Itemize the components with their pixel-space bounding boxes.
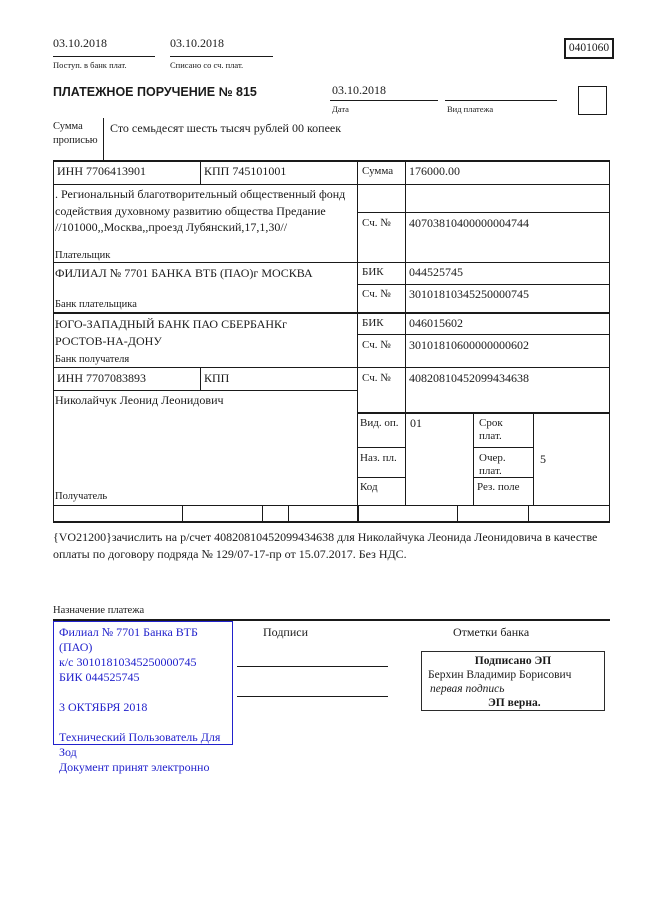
payee-bank-bik-label: БИК <box>362 317 384 329</box>
payee-kpp-label: КПП <box>204 371 230 385</box>
payment-type-label: Вид платежа <box>447 104 494 114</box>
priority-value: 5 <box>540 452 546 466</box>
row-line <box>53 312 610 314</box>
stamp-line: Филиал № 7701 Банка ВТБ (ПАО) <box>59 625 198 654</box>
strip-divider <box>528 505 529 522</box>
row-line <box>357 334 610 335</box>
esign-stamp-box <box>421 651 605 711</box>
reserve-field-label: Рез. поле <box>477 481 520 493</box>
stamp-line <box>59 685 227 700</box>
payee-name: Николайчук Леонид Леонидович <box>55 393 224 407</box>
esign-kind: первая подпись <box>430 683 505 695</box>
row-line <box>53 262 610 263</box>
op-type-value: 01 <box>410 416 422 430</box>
strip-divider <box>288 505 289 522</box>
table-right-border <box>609 160 610 523</box>
received-date-underline <box>53 56 155 57</box>
payer-kpp: КПП 745101001 <box>204 164 287 178</box>
priority-label: Очер. плат. <box>479 452 506 477</box>
sum-value: 176000.00 <box>409 164 460 178</box>
stamp-line <box>59 715 227 730</box>
payer-name: . Региональный благотворительный общественный фонд содействия духовному развитию общества Предание //101000,,Москва,,проезд Лубянский,17,1,30// <box>55 187 346 234</box>
col-line <box>357 160 358 523</box>
payee-section-label: Получатель <box>55 491 108 502</box>
payment-type-box <box>578 86 607 115</box>
purpose-field-label: Наз. пл. <box>360 452 397 464</box>
bank-marks-label: Отметки банка <box>453 625 530 639</box>
payment-type-underline <box>445 100 557 101</box>
payee-bank-name-line2: РОСТОВ-НА-ДОНУ <box>55 334 162 348</box>
date-label: Дата <box>332 104 349 114</box>
payer-inn: ИНН 7706413901 <box>57 164 146 178</box>
strip-divider <box>457 505 458 522</box>
row-line <box>473 447 533 448</box>
strip-divider <box>358 505 359 522</box>
col-line <box>405 160 406 412</box>
payment-purpose-text: {VO21200}зачислить на р/счет 40820810452099434638 для Николайчука Леонида Леонидовича в качестве оплаты по договору подряда № 129/07-17-пр от 15.07.2017. Без НДС. <box>53 530 598 561</box>
col-line <box>200 160 201 184</box>
payee-account-label: Сч. № <box>362 372 391 384</box>
received-in-bank-label: Поступ. в банк плат. <box>53 60 127 70</box>
payee-bank-account-label: Сч. № <box>362 339 391 351</box>
stamp-line: Технический Пользователь Для Зод <box>59 730 221 759</box>
payer-bank-section-label: Банк плательщика <box>55 299 137 310</box>
strip-divider <box>262 505 263 522</box>
debited-date: 03.10.2018 <box>170 36 224 50</box>
payer-section-label: Плательщик <box>55 250 111 261</box>
row-line <box>53 184 610 185</box>
esign-valid-note: ЭП верна. <box>488 697 541 709</box>
col-line <box>200 367 201 390</box>
bank-electronic-stamp <box>53 621 233 774</box>
row-line <box>53 390 357 391</box>
table-top-border <box>53 160 610 162</box>
table-left-border <box>53 160 54 523</box>
document-title: ПЛАТЕЖНОЕ ПОРУЧЕНИЕ № 815 <box>53 85 257 99</box>
stamp-line: к/с 30101810345250000745 <box>59 655 197 669</box>
row-line <box>357 412 610 414</box>
row-line <box>357 447 405 448</box>
esign-title: Подписано ЭП <box>474 655 552 667</box>
payer-bank-bik-label: БИК <box>362 266 384 278</box>
col-line <box>533 412 534 505</box>
payee-inn: ИНН 7707083893 <box>57 371 146 385</box>
payment-purpose-label: Назначение платежа <box>53 605 145 616</box>
signatures-label: Подписи <box>263 625 309 639</box>
payee-bank-section-label: Банк получателя <box>55 354 130 365</box>
row-line <box>53 367 610 368</box>
payer-bank-bik: 044525745 <box>409 265 463 279</box>
payment-order-table <box>53 160 610 523</box>
payer-account: 40703810400000004744 <box>409 216 529 230</box>
amount-words-label: Сумма прописью <box>53 121 98 146</box>
payer-bank-account: 30101810345250000745 <box>409 287 529 301</box>
payee-bank-name-line1: ЮГО-ЗАПАДНЫЙ БАНК ПАО СБЕРБАНКг <box>55 317 287 331</box>
row-line <box>53 505 610 506</box>
debited-date-underline <box>170 56 273 57</box>
document-date: 03.10.2018 <box>332 83 386 97</box>
payer-bank-account-label: Сч. № <box>362 288 391 300</box>
payer-account-label: Сч. № <box>362 217 391 229</box>
esign-name: Берхин Владимир Борисович <box>428 669 572 681</box>
sum-label: Сумма <box>362 165 394 177</box>
amount-words-divider <box>103 118 104 160</box>
row-line <box>357 477 405 478</box>
op-type-label: Вид. оп. <box>360 417 399 429</box>
received-in-bank-date: 03.10.2018 <box>53 36 107 50</box>
stamp-line: Документ принят электронно <box>59 760 210 774</box>
signature-line <box>237 666 388 667</box>
amount-words-value: Сто семьдесят шесть тысяч рублей 00 копеек <box>110 121 342 135</box>
row-line <box>357 212 610 213</box>
row-line <box>357 284 610 285</box>
strip-divider <box>182 505 183 522</box>
payer-bank-name: ФИЛИАЛ № 7701 БАНКА ВТБ (ПАО)г МОСКВА <box>55 266 313 280</box>
payee-bank-account: 30101810600000000602 <box>409 338 529 352</box>
stamp-line: БИК 044525745 <box>59 670 140 684</box>
debited-label: Списано со сч. плат. <box>170 60 244 70</box>
signature-line <box>237 696 388 697</box>
col-line <box>405 412 406 505</box>
date-underline <box>330 100 438 101</box>
payee-bank-bik: 046015602 <box>409 316 463 330</box>
code-label: Код <box>360 481 378 493</box>
form-code-box: 0401060 <box>564 38 614 59</box>
pay-term-label: Срок плат. <box>479 417 503 442</box>
payee-account: 40820810452099434638 <box>409 371 529 385</box>
stamp-line: 3 ОКТЯБРЯ 2018 <box>59 700 148 714</box>
col-line <box>473 412 474 505</box>
table-bottom-border <box>53 521 610 523</box>
